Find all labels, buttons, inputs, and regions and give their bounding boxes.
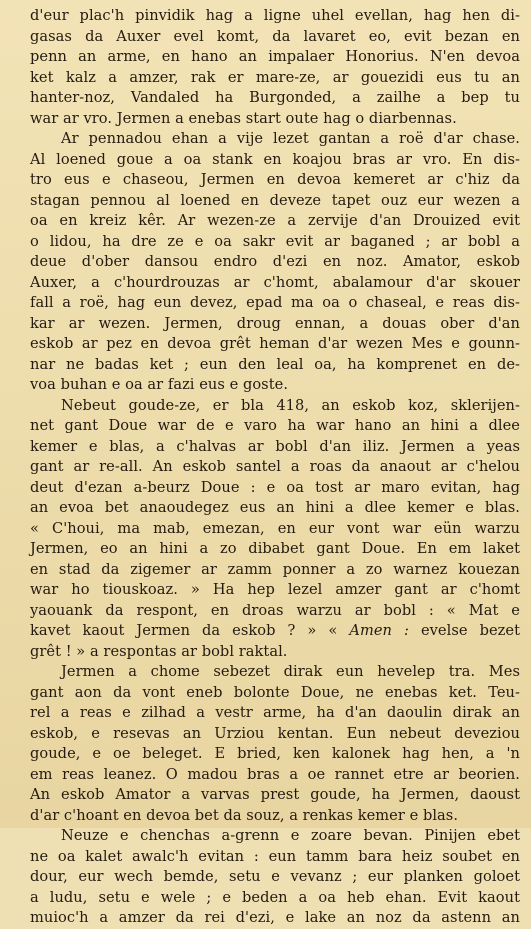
text-line: em reas leanez. O madou bras a oe rannet etre ar beorien. — [30, 765, 520, 783]
text-line: a ludu, setu e wele ; e beden a oa heb ehan. Evit kaout — [30, 888, 520, 906]
text-line: grêt ! » a respontas ar bobl raktal. — [30, 642, 288, 660]
text-line: gasas da Auxer evel komt, da lavaret eo, evit bezan en — [30, 27, 520, 45]
text-line: goude, e oe beleget. E bried, ken kalonek hag hen, a 'n — [30, 745, 520, 762]
paragraph — [30, 129, 520, 396]
text-line: nar ne badas ket ; eun den leal oa, ha komprenet en de- — [30, 355, 520, 373]
text-line: penn an arme, en hano an impalaer Honorius. N'en devoa — [30, 48, 520, 65]
text-line: gant aon da vont eneb bolonte Doue, ne enebas ket. Teu- — [30, 683, 520, 701]
paragraph — [30, 6, 520, 129]
text-line: eskob ar pez en devoa grêt heman d'ar wezen Mes e gounn- — [30, 335, 520, 352]
text-line: rel a reas e zilhad a vestr arme, ha d'an daoulin dirak an — [30, 704, 520, 721]
text-line: kemer e blas, a c'halvas ar bobl d'an iliz. Jermen a yeas — [30, 437, 520, 455]
text-line: « C'houi, ma mab, emezan, en eur vont war eün warzu — [30, 519, 520, 537]
text-line: stagan pennou al loened en deveze tapet ouz eur wezen a — [30, 191, 520, 209]
text-line: ket kalz a amzer, rak er mare-ze, ar gouezidi eus tu an — [30, 68, 520, 86]
paragraph — [30, 662, 520, 826]
text-line: o lidou, ha dre ze e oa sakr evit ar baganed ; ar bobl a — [30, 232, 520, 250]
paragraph — [30, 826, 520, 929]
text-line: hanter-noz, Vandaled ha Burgonded, a zailhe a bep tu — [30, 89, 520, 106]
text-line: Auxer, a c'hourdrouzas ar c'homt, abalamour d'ar skouer — [30, 273, 520, 291]
text-line: Al loened goue a oa stank en koajou bras ar vro. En dis- — [30, 150, 520, 168]
text-line: war ho tiouskoaz. » Ha hep lezel amzer gant ar c'homt — [30, 581, 520, 598]
text-line: gant ar re-all. An eskob santel a roas da anaout ar c'helou — [30, 458, 520, 475]
text-line: deue d'ober dansou endro d'ezi en noz. Amator, eskob — [30, 253, 520, 270]
text-column — [30, 6, 520, 929]
text-line: net gant Doue war de e varo ha war hano an hini a dlee — [30, 417, 520, 434]
text-line: Neuze e chenchas a-grenn e zoare bevan. Pinijen ebet — [61, 827, 520, 844]
text-line: Jermen a chome sebezet dirak eun hevelep tra. Mes — [61, 663, 520, 680]
paragraph — [30, 396, 520, 663]
text-line: Nebeut goude-ze, er bla 418, an eskob koz, sklerijen- — [61, 396, 520, 414]
text-line: en stad da zigemer ar zamm ponner a zo warnez kouezan — [30, 560, 520, 578]
text-line: yaouank da respont, en droas warzu ar bobl : « Mat e — [30, 601, 520, 619]
text-line: d'eur plac'h pinvidik hag a ligne uhel evellan, hag hen di- — [30, 7, 520, 24]
text-line: kavet kaout Jermen da eskob ? » « Amen : evelse bezet — [30, 622, 520, 639]
text-line: war ar vro. Jermen a enebas start oute hag o diarbennas. — [30, 109, 457, 127]
text-line: voa buhan e oa ar fazi eus e goste. — [30, 376, 289, 393]
text-line: muioc'h a amzer da rei d'ezi, e lake an noz da astenn an — [30, 909, 520, 926]
text-line: kar ar wezen. Jermen, droug ennan, a douas ober d'an — [30, 314, 520, 332]
text-line: eskob, e resevas an Urziou kentan. Eun nebeut deveziou — [30, 724, 520, 742]
text-line: d'ar c'hoant en devoa bet da souz, a renkas kemer e blas. — [30, 806, 459, 824]
text-line: An eskob Amator a varvas prest goude, ha Jermen, daoust — [30, 786, 520, 803]
text-line: Ar pennadou ehan a vije lezet gantan a roë d'ar chase. — [61, 130, 520, 147]
italic-word: Amen : — [349, 622, 409, 639]
text-line: Jermen, eo an hini a zo dibabet gant Doue. En em laket — [30, 540, 520, 557]
text-line: tro eus e chaseou, Jermen en devoa kemeret ar c'hiz da — [30, 171, 520, 188]
text-line: ne oa kalet awalc'h evitan : eun tamm bara heiz soubet en — [30, 847, 520, 865]
text-line: fall a roë, hag eun devez, epad ma oa o chaseal, e reas dis- — [30, 294, 520, 311]
text-line: oa en kreiz kêr. Ar wezen-ze a zervije d'an Drouized evit — [30, 212, 520, 229]
text-line: an evoa bet anaoudegez eus an hini a dlee kemer e blas. — [30, 499, 520, 516]
text-line: dour, eur wech bemde, setu e vevanz ; eur planken goloet — [30, 868, 520, 885]
text-line: deut d'ezan a-beurz Doue : e oa tost ar maro evitan, hag — [30, 478, 520, 496]
